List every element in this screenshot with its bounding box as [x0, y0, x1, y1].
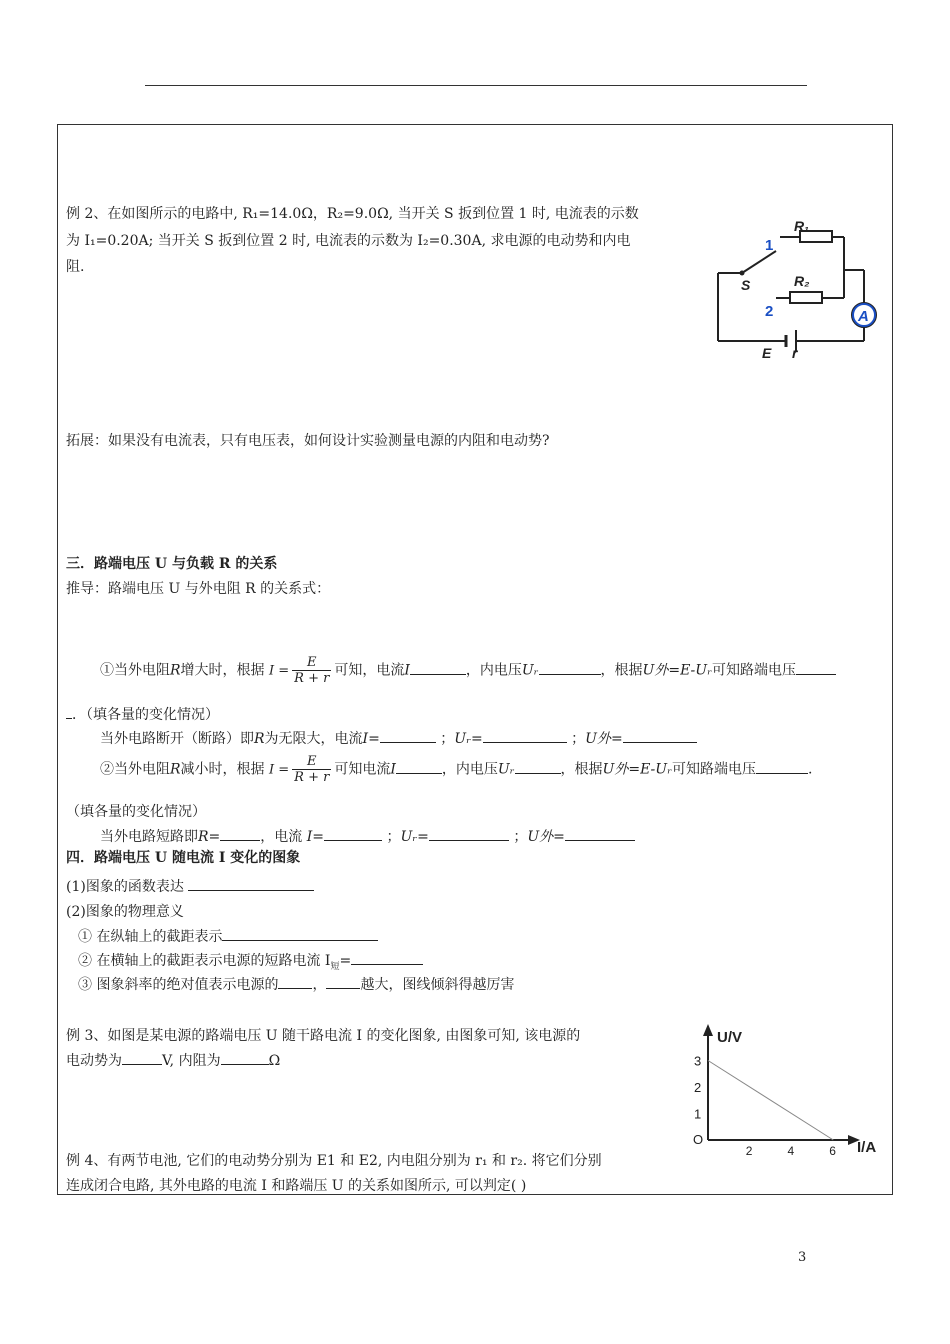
section4-p5: ③ 图象斜率的绝对值表示电源的 ， 越大，图线倾斜得越厉害	[78, 974, 514, 994]
blank-short-current[interactable]	[324, 826, 382, 841]
position-2-label: 2	[765, 303, 774, 320]
blank-open-uout[interactable]	[623, 728, 697, 743]
example2-line1: 例 2、在如图所示的电路中, R₁=14.0Ω，R₂=9.0Ω, 当开关 S 扳到位置 1 时, 电流表的示数	[66, 206, 639, 222]
section3-open-circuit: 当外电路断开（断路）即R为无限大，电流I= ；Uᵣ= ；U外=	[100, 728, 697, 748]
origin-label: O	[693, 1132, 704, 1147]
blank-current[interactable]	[410, 660, 466, 675]
r1-label: R₁	[794, 218, 810, 234]
y-tick-label: 3	[694, 1053, 702, 1069]
example4-line1: 例 4、有两节电池, 它们的电动势分别为 E1 和 E2, 内电阻分别为 r₁ 和 r₂. 将它们分别	[66, 1153, 602, 1169]
section4-p3: ① 在纵轴上的截距表示	[78, 926, 378, 946]
blank-y-intercept[interactable]	[222, 926, 378, 941]
y-tick-label: 1	[694, 1106, 702, 1122]
blank-open-current[interactable]	[380, 728, 436, 743]
x-tick-label: 4	[787, 1144, 795, 1158]
y-axis-arrow-icon	[703, 1024, 713, 1036]
blank-inner-voltage[interactable]	[539, 660, 601, 675]
blank-slope-meaning-1[interactable]	[278, 974, 312, 989]
blank-function-expression[interactable]	[188, 876, 314, 891]
section3-item2: ②当外电阻R减小时，根据 I = $\frac{E}{R + r}$ 可知电流I ，内电压Uᵣ ，根据U外=E-Uᵣ可知路端电压 .	[100, 754, 813, 785]
blank-current-2[interactable]	[396, 759, 442, 774]
y-tick-label: 2	[694, 1080, 702, 1095]
section3-item1-end: ．（填各量的变化情况）	[66, 704, 219, 724]
page-number: 3	[798, 1250, 807, 1265]
example2-line3: 阻.	[66, 259, 85, 275]
position-1-label: 1	[765, 237, 774, 254]
blank-inner-voltage-2[interactable]	[515, 759, 561, 774]
example3-line2: 电动势为 V, 内阻为 Ω	[66, 1050, 280, 1070]
formula-fraction: $\frac{E}{R + r}$	[294, 655, 330, 686]
ammeter-icon: A	[858, 308, 869, 325]
blank-internal-resistance[interactable]	[221, 1050, 269, 1065]
section3-item1: ①当外电阻R增大时，根据 I = $\frac{E}{R + r}$ 可知，电流I ，内电压Uᵣ ，根据U外=E-Uᵣ可知路端电压	[100, 655, 836, 686]
example2-line2: 为 I₁=0.20A; 当开关 S 扳到位置 2 时, 电流表的示数为 I₂=0.30A, 求电源的电动势和内电	[66, 233, 631, 249]
blank-terminal-voltage[interactable]	[796, 660, 836, 675]
section4-p1: (1)图象的函数表达	[66, 876, 314, 896]
x-axis-label: I/A	[857, 1139, 877, 1156]
y-axis-label: U/V	[717, 1029, 743, 1046]
section3-derive: 推导：路端电压 U 与外电阻 R 的关系式：	[66, 581, 331, 597]
section3-heading: 三．路端电压 U 与负载 R 的关系	[66, 556, 278, 572]
circuit-diagram	[712, 215, 882, 365]
blank-open-ur[interactable]	[483, 728, 567, 743]
section4-heading: 四．路端电压 U 随电流 I 变化的图象	[66, 850, 301, 866]
section4-p4: ② 在横轴上的截距表示电源的短路电流 $I_短=$	[78, 950, 423, 972]
blank-terminal-voltage-2[interactable]	[756, 759, 808, 774]
blank-emf[interactable]	[122, 1050, 162, 1065]
ammeter-ring	[852, 303, 878, 329]
blank-short-ur[interactable]	[429, 826, 509, 841]
formula-fraction-2: $\frac{E}{R + r}$	[294, 754, 330, 785]
switch-label: S	[741, 277, 751, 293]
blank-short-r[interactable]	[220, 826, 260, 841]
extension-question: 拓展：如果没有电流表，只有电压表，如何设计实验测量电源的内阻和电动势?	[66, 433, 550, 449]
u-i-chart	[690, 1022, 890, 1162]
example4-line2: 连成闭合电路, 其外电路的电流 I 和路端压 U 的关系如图所示, 可以判定( )	[66, 1178, 527, 1194]
internal-r-label: r	[792, 345, 798, 361]
blank-short-uout[interactable]	[565, 826, 635, 841]
x-tick-label: 6	[829, 1144, 836, 1158]
section3-short-circuit: 当外电路短路即R= ，电流 I= ；Uᵣ= ；U外=	[100, 826, 635, 846]
header-rule	[145, 85, 807, 86]
emf-label: E	[762, 345, 772, 361]
r2-label: R₂	[794, 273, 810, 289]
example3-line1: 例 3、如图是某电源的路端电压 U 随干路电流 I 的变化图象, 由图象可知, 该电源的	[66, 1028, 581, 1044]
u-i-series-line	[708, 1061, 833, 1141]
blank-slope-meaning-2[interactable]	[326, 974, 360, 989]
switch-pivot	[740, 271, 745, 276]
section3-item2-end: （填各量的变化情况）	[66, 804, 206, 820]
x-tick-label: 2	[745, 1144, 753, 1158]
section4-p2: (2)图象的物理意义	[66, 904, 184, 920]
blank-short-circuit-current[interactable]	[351, 950, 423, 965]
